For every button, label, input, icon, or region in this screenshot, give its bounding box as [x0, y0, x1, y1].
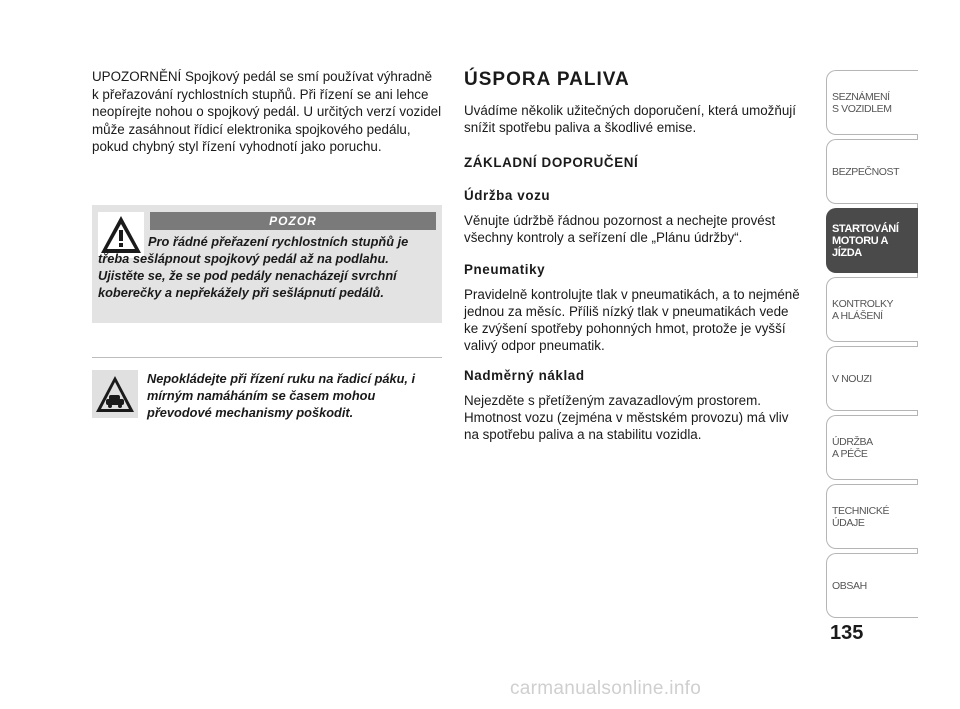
- caution-box: [92, 205, 442, 323]
- tab-bezpecnost[interactable]: [826, 139, 918, 204]
- heading-maintenance: Údržba vozu: [464, 188, 551, 203]
- intro-text: Uvádíme několik užitečných doporučení, která umožňují snížit spotřebu paliva a škodlivé emise.: [464, 103, 796, 135]
- tab-label: V NOUZI: [832, 372, 872, 385]
- caution-text: Pro řádné přeřazení rychlostních stupňů je třeba sešlápnout spojkový pedál až na podlahu. Ujistěte se, že se pod pedály nenacházejí svrchní koberečky a nepřekážely při sešlápnutí pedálů.: [98, 234, 409, 300]
- note-text: Nepokládejte při řízení ruku na řadicí páku, i mírným namáháním se časem mohou převodové mechanismy poškodit.: [147, 371, 416, 420]
- tab-obsah[interactable]: [826, 553, 918, 618]
- tab-label: TECHNICKÉ ÚDAJE: [832, 504, 890, 529]
- section-title: ÚSPORA PALIVA: [464, 69, 630, 90]
- tab-label: OBSAH: [832, 579, 867, 592]
- tab-label: SEZNÁMENÍ S VOZIDLEM: [832, 90, 892, 115]
- tab-label: KONTROLKY A HLÁŠENÍ: [832, 297, 894, 322]
- car-triangle-icon: [92, 370, 138, 418]
- watermark: carmanualsonline.info: [510, 678, 702, 699]
- tab-udrzba[interactable]: [826, 415, 918, 480]
- tab-technicke[interactable]: [826, 484, 918, 549]
- subtitle: ZÁKLADNÍ DOPORUČENÍ: [464, 155, 639, 170]
- tab-label: STARTOVÁNÍ MOTORU A JÍZDA: [832, 222, 899, 259]
- tab-label: BEZPEČNOST: [832, 165, 900, 178]
- divider: [92, 357, 442, 358]
- text-tyres: Pravidelně kontrolujte tlak v pneumatikách, a to nejméně jednou za měsíc. Příliš nízký tlak v pneumatikách vede ke zvýšení spotřeby pohonných hmot, protože je vyšší valivý odpor pneumatik.: [464, 287, 800, 353]
- note-box: [92, 370, 442, 420]
- caution-banner: POZOR: [150, 212, 436, 230]
- page-number: 135: [830, 622, 864, 644]
- tab-seznameni[interactable]: [826, 70, 918, 135]
- heading-tyres: Pneumatiky: [464, 262, 546, 277]
- tab-kontrolky[interactable]: [826, 277, 918, 342]
- tab-label: ÚDRŽBA A PÉČE: [832, 435, 873, 460]
- tab-startovani[interactable]: [826, 208, 918, 273]
- clutch-warning-paragraph: UPOZORNĚNÍ Spojkový pedál se smí používat výhradně k přeřazování rychlostních stupňů. Při řízení se ani lehce neopírejte nohou o spojkový pedál. U určitých verzí vozidel může zasáhnout řídicí elektronika spojkového pedálu, pokud chybný styl řízení vyhodnotí jako poruchu.: [92, 69, 442, 155]
- text-maintenance: Věnujte údržbě řádnou pozornost a nechejte provést všechny kontroly a seřízení dle „Plánu údržby“.: [464, 213, 776, 245]
- tab-v-nouzi[interactable]: [826, 346, 918, 411]
- text-load: Nejezděte s přetíženým zavazadlovým prostorem. Hmotnost vozu (zejména v městském provozu) má vliv na spotřebu paliva a na stabilitu vozidla.: [464, 393, 789, 442]
- heading-load: Nadměrný náklad: [464, 368, 585, 383]
